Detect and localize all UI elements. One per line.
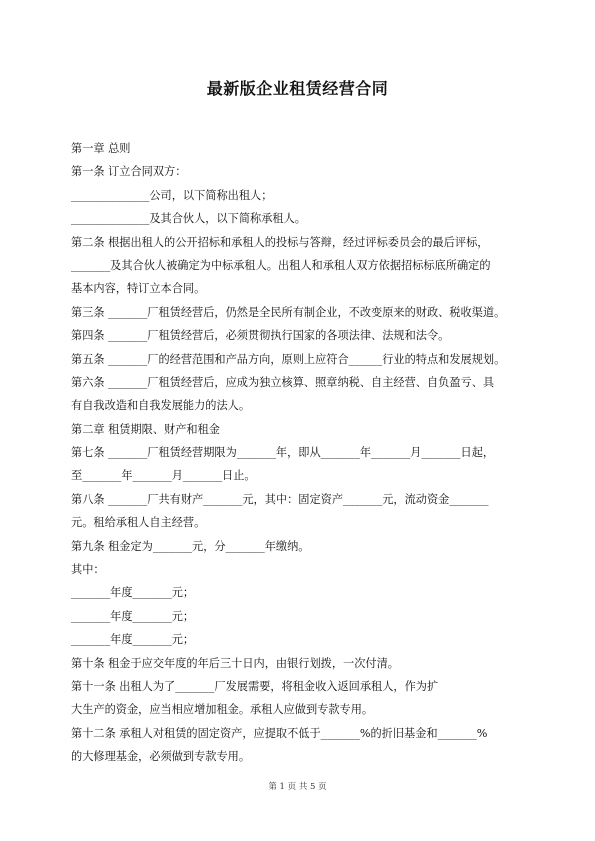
article-line: 至_______年_______月_______日止。 (71, 469, 256, 483)
article-line: _______及其合伙人被确定为中标承租人。出租人和承租人双方依据招标标底所确定的 (71, 258, 491, 272)
article-line: 第五条 _______厂的经营范围和产品方向，原则上应符合______行业的特点和发展规划。 (71, 352, 506, 366)
article-line: 的大修理基金，必须做到专款专用。 (71, 750, 251, 764)
article-line: _______年度_______元； (71, 586, 195, 600)
article-line: 元。租给承租人自主经营。 (71, 516, 206, 530)
chapter-heading: 第二章 租赁期限、财产和租金 (71, 422, 220, 436)
article-line: 第六条 _______厂租赁经营后，应成为独立核算、照章纳税、自主经营、自负盈亏、具 (71, 375, 495, 389)
page-number-footer: 第 1 页 共 5 页 (268, 782, 327, 792)
document-title: 最新版企业租赁经营合同 (206, 79, 389, 98)
article-line: 第二条 根据出租人的公开招标和承租人的投标与答辩，经过评标委员会的最后评标， (71, 235, 489, 249)
article-line: 第十条 租金于应交年度的年后三十日内，由银行划拨，一次付清。 (71, 656, 399, 670)
article-line: 第十一条 出租人为了_______厂发展需要，将租金收入返回承租人，作为扩 (71, 679, 439, 693)
article-line: 基本内容，特订立本合同。 (71, 282, 206, 296)
article-line: ______________公司，以下简称出租人； (71, 188, 273, 202)
article-line: 第三条 _______厂租赁经营后，仍然是全民所有制企业，不改变原来的财政、税收渠道。 (71, 305, 506, 319)
article-line: 第九条 租金定为_______元，分_______年缴纳。 (71, 539, 310, 553)
article-line: ______________及其合伙人，以下简称承租人。 (71, 212, 306, 226)
article-line: _______年度_______元； (71, 609, 195, 623)
document-body (71, 137, 531, 769)
article-line: _______年度_______元； (71, 633, 195, 647)
article-line: 大生产的资金，应当相应增加租金。承租人应做到专款专用。 (71, 703, 374, 717)
article-line: 第七条 _______厂租赁经营期限为_______年，即从_______年_______月_______日起， (71, 446, 495, 460)
article-line: 有自我改造和自我发展能力的法人。 (71, 399, 251, 413)
chapter-heading: 第一章 总则 (71, 142, 131, 155)
article-line: 第八条 _______厂共有财产_______元，其中：固定资产_______元，流动资金_______ (71, 492, 489, 506)
article-line: 第四条 _______厂租赁经营后，必须贯彻执行国家的各项法律、法规和法令。 (71, 329, 450, 343)
article-line: 第一条 订立合同双方： (71, 165, 187, 179)
article-line: 其中： (71, 563, 105, 577)
article-line: 第十二条 承租人对租赁的固定资产，应提取不低于_______%的折旧基金和_______% (71, 726, 488, 740)
